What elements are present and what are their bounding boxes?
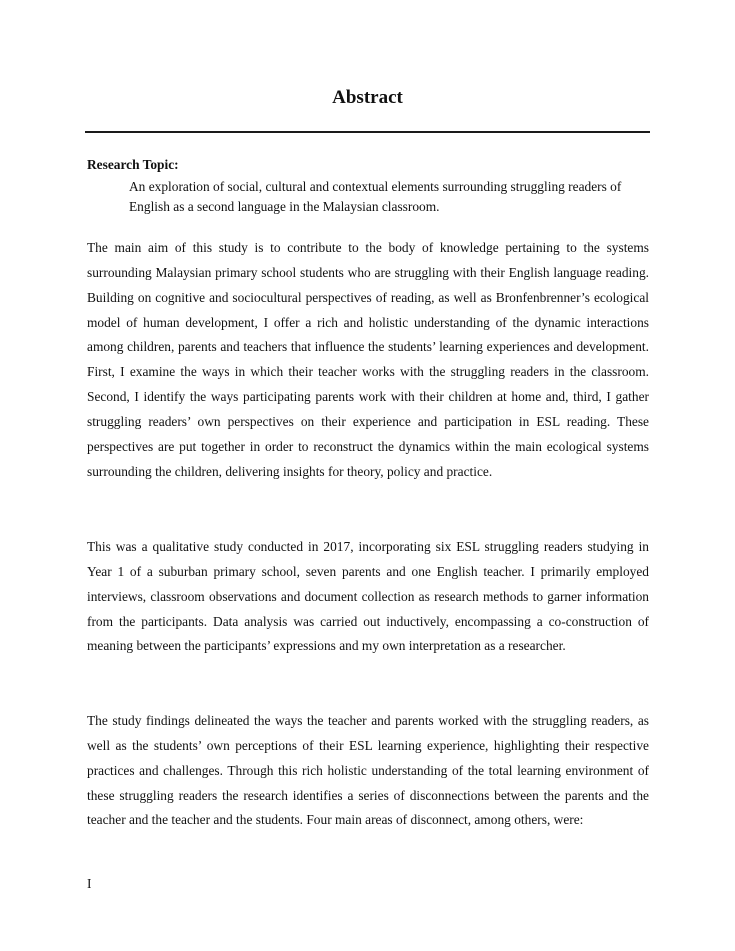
- page-number: I: [87, 876, 92, 891]
- title-divider: [85, 131, 650, 133]
- page-title: Abstract: [332, 87, 403, 108]
- research-topic-text: An exploration of social, cultural and contextual elements surrounding struggling readers of English as a second language in the Malaysian classroom.: [129, 179, 622, 214]
- abstract-paragraph-method: This was a qualitative study conducted in 2017, incorporating six ESL struggling readers studying in Year 1 of a suburban primary school, seven parents and one English teacher. I primarily employed interviews, classroom observations and document collection as research methods to garner information from the participants. Data analysis was carried out inductively, encompassing a co-construction of meaning between the participants’ expressions and my own interpretation as a researcher.: [87, 539, 649, 654]
- research-topic-label: Research Topic:: [87, 157, 179, 172]
- abstract-paragraph-aim: The main aim of this study is to contribute to the body of knowledge pertaining to the systems surrounding Malaysian primary school students who are struggling with their English language reading. Building on cognitive and sociocultural perspectives of reading, as well as Bronfenbrenner’s ecological model of human development, I offer a rich and holistic understanding of the dynamic interactions among children, parents and teachers that influence the students’ learning experiences and development. First, I examine the ways in which their teacher works with the struggling readers in the classroom. Second, I identify the ways participating parents work with their children at home and, third, I gather struggling readers’ own perspectives on their experience and participation in ESL reading. These perspectives are put together in order to reconstruct the dynamics within the main ecological systems surrounding the children, delivering insights for theory, policy and practice.: [87, 240, 649, 479]
- abstract-paragraph-findings: The study findings delineated the ways the teacher and parents worked with the struggling readers, as well as the students’ own perceptions of their ESL learning experience, highlighting their respective practices and challenges. Through this rich holistic understanding of the total learning environment of these struggling readers the research identifies a series of disconnections between the parents and the teacher and the teacher and the students. Four main areas of disconnect, among others, were:: [87, 713, 649, 828]
